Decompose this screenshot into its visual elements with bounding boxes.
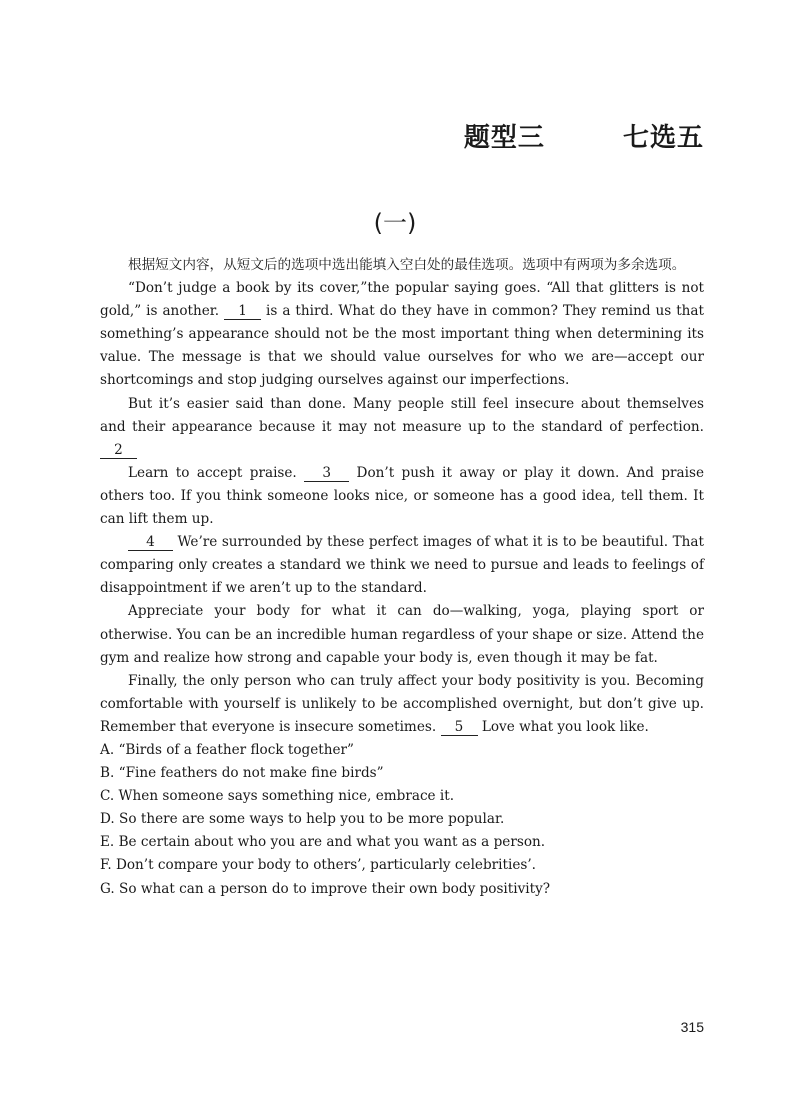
paragraph-5: Appreciate your body for what it can do—walking, yoga, playing sport or otherwise. You can be an incredible human regardless of your shape or size. Attend the gym and realize how strong and capable your body is, even though it may be fat. [100,603,704,666]
passage-content [100,254,704,901]
options-list [100,739,704,901]
paragraph-4 [100,531,704,600]
option-g: G. So what can a person do to improve their own body positivity? [100,880,551,897]
paragraph-3 [100,462,704,531]
paragraph-1-part-a: “Don’t judge a book by its cover,”the popular saying goes. “All that glitters is not gold,” is another. [100,280,704,320]
option-e: E. Be certain about who you are and what you want as a person. [100,834,546,851]
paragraph-2-part-a: But it’s easier said than done. Many people still feel insecure about themselves and their appearance because it may not measure up to the standard of perfection. [100,395,704,435]
blank-1: 1 [224,303,261,320]
paragraph-3-part-a: Learn to accept praise. [128,464,297,481]
option-c: C. When someone says something nice, embrace it. [100,788,455,805]
paragraph-6 [100,670,704,739]
paragraph-6-part-a: Finally, the only person who can truly affect your body positivity is you. Becoming comfortable with yourself is unlikely to be accomplished overnight, but don’t give up. Remember that everyone is insecure sometimes. [100,672,704,735]
page-number: 315 [680,1019,704,1035]
page-title: 题型三 七选五 [463,123,704,153]
option-d: D. So there are some ways to help you to be more popular. [100,811,505,828]
paragraph-1 [100,277,704,392]
option-f: F. Don’t compare your body to others’, particularly celebrities’. [100,857,536,874]
option-b: B. “Fine feathers do not make fine birds” [100,765,384,782]
instructions: 根据短文内容，从短文后的选项中选出能填入空白处的最佳选项。选项中有两项为多余选项。 [128,257,686,273]
blank-2: 2 [100,442,137,459]
blank-3: 3 [304,465,349,482]
paragraph-6-part-b: Love what you look like. [481,718,649,735]
option-a: A. “Birds of a feather flock together” [100,741,354,758]
paragraph-3-part-b: Don’t push it away or play it down. And praise others too. If you think someone looks nice, or someone has a good idea, tell them. It can lift them up. [100,464,705,528]
paragraph-1-part-b: is a third. What do they have in common? They remind us that something’s appearance should not be the most important thing when determining its value. The message is that we should value ourselves for who we are—accept our shortcomings and stop judging ourselves against our imperfections. [100,303,704,389]
section-title: (一) [373,209,417,237]
paragraph-2 [100,393,704,462]
blank-5: 5 [441,719,478,736]
paragraph-4-part-b: We’re surrounded by these perfect images of what it is to be beautiful. That comparing only creates a standard we think we need to pursue and leads to feelings of disappointment if we aren’t up to the standard. [100,534,705,597]
blank-4: 4 [128,534,173,551]
